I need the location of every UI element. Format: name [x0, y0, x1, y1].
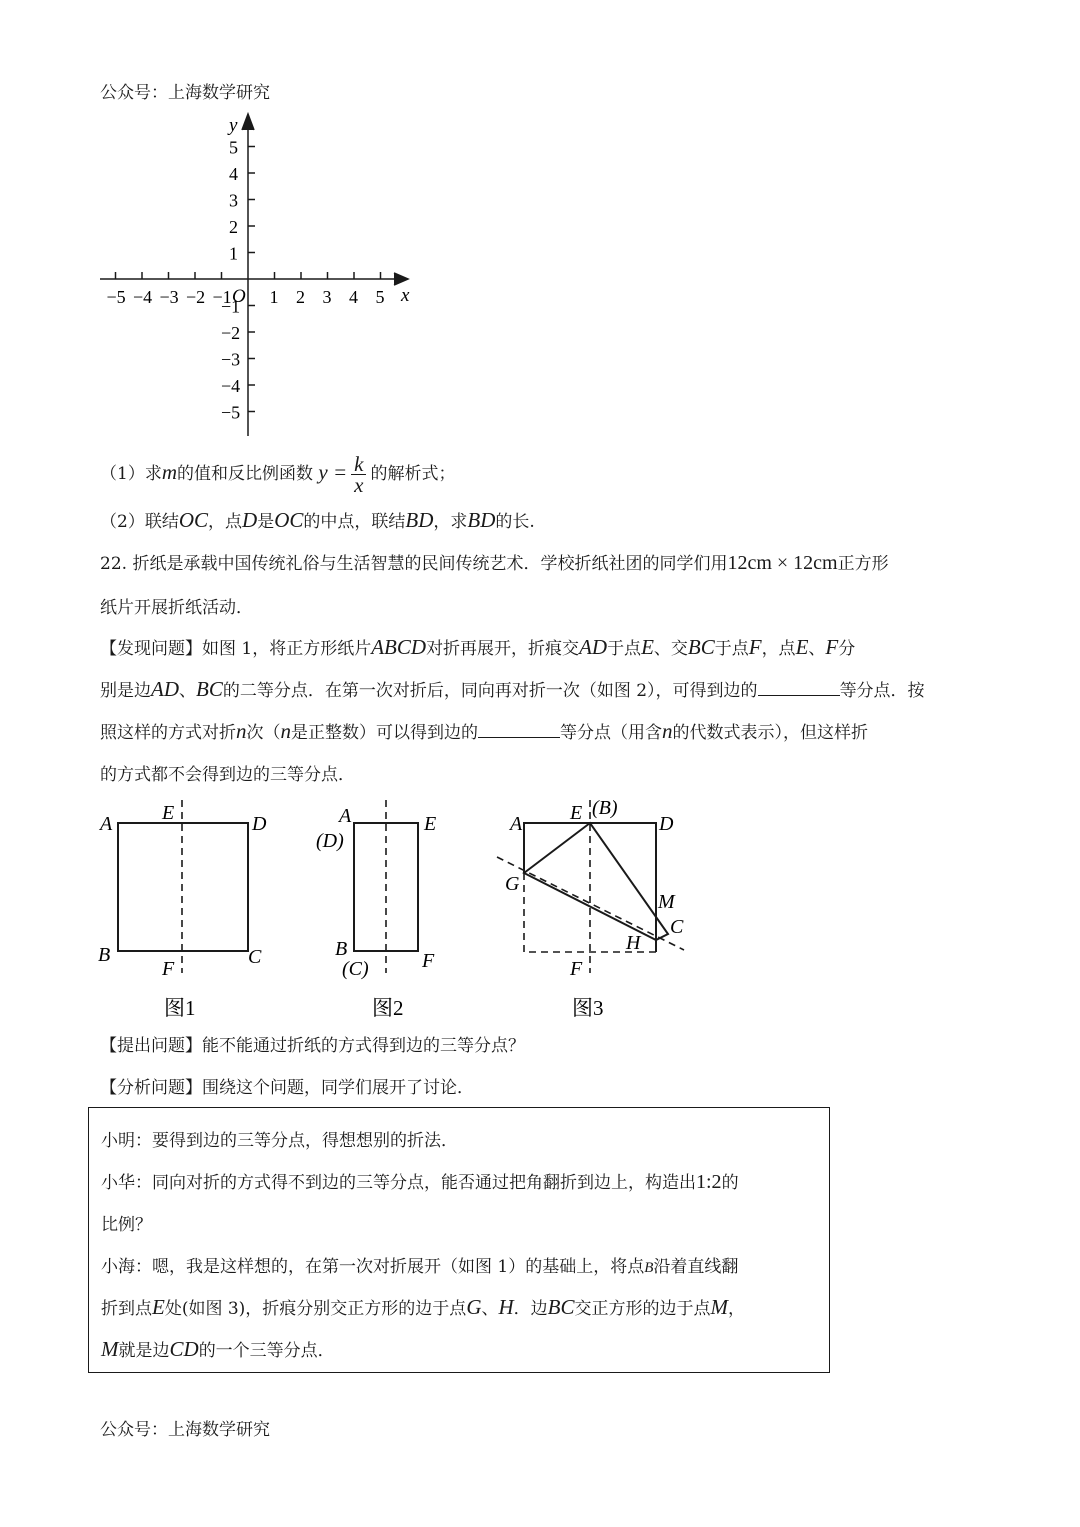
svg-text:C: C	[248, 946, 262, 968]
x-tick-label: −5	[106, 287, 126, 307]
svg-text:图2: 图2	[372, 996, 404, 1020]
x-tick-label: −4	[133, 287, 153, 307]
q22-discover-line4: 的方式都不会得到边的三等分点．	[100, 765, 355, 785]
q22-ask: 【提出问题】能不能通过折纸的方式得到边的三等分点？	[100, 1036, 525, 1056]
y-tick-label: −3	[221, 349, 241, 370]
svg-text:C: C	[670, 916, 684, 938]
x-tick-label: −1	[212, 287, 232, 307]
q22-intro-line2: 纸片开展折纸活动．	[100, 598, 253, 618]
svg-text:F: F	[570, 958, 583, 980]
figure-1	[98, 800, 267, 1020]
svg-text:D: D	[252, 813, 267, 835]
x-tick-label: 1	[269, 287, 279, 307]
y-tick-label: 4	[229, 164, 238, 184]
svg-text:F: F	[422, 950, 435, 972]
x-tick-label: 3	[322, 287, 332, 307]
svg-text:B: B	[335, 938, 348, 960]
svg-text:(D): (D)	[316, 830, 344, 852]
svg-text:E: E	[570, 802, 583, 824]
dialog-xiaohai-2: 折到点E处(如图 3)，折痕分别交正方形的边于点G、H．边BC交正方形的边于点M，	[101, 1295, 745, 1319]
svg-text:图3: 图3	[572, 996, 604, 1020]
q22-intro-line1: 22. 折纸是承载中国传统礼俗与生活智慧的民间传统艺术．学校折纸社团的同学们用12cm × 12cm正方形	[100, 552, 889, 574]
svg-text:D: D	[659, 813, 674, 835]
y-tick-label: −1	[221, 296, 241, 317]
x-tick-label: 2	[296, 287, 305, 307]
q22-discover-line3: 照这样的方式对折n次（n是正整数）可以得到边的 等分点（用含n的代数式表示），但这样折	[100, 719, 868, 743]
watermark-top: 公众号：上海数学研究	[100, 83, 270, 103]
dialog-xiaoming: 小明：要得到边的三等分点，得想想别的折法．	[101, 1131, 458, 1151]
figure-3	[497, 797, 684, 1020]
y-tick-label: 5	[229, 137, 238, 158]
q21-part1: （1）求m的值和反比例函数 y = $\frac{k}{x}$ 的解析式；	[100, 452, 456, 497]
y-tick-label: −4	[221, 376, 241, 396]
q21-part2: （2）联结OC，点D是OC的中点，联结BD，求BD的长.	[100, 508, 535, 532]
x-tick-label: 5	[375, 287, 385, 307]
dialog-xiaohai-3: M就是边CD的一个三等分点．	[101, 1337, 335, 1361]
q22-discover-line2: 别是边AD、BC的二等分点．在第一次对折后，同向再对折一次（如图 2），可得到边的 等分点．按	[100, 677, 925, 701]
var-m: m	[161, 460, 177, 484]
x-axis-arrow	[394, 273, 408, 285]
dialog-xiaohua-1: 小华：同向对折的方式得不到边的三等分点，能否通过把角翻折到边上，构造出1:2的	[101, 1171, 739, 1193]
discussion-box	[88, 1107, 830, 1373]
svg-text:(C): (C)	[342, 958, 369, 980]
answer-blank-1[interactable]	[758, 677, 840, 696]
dialog-xiaohua-2: 比例？	[101, 1215, 152, 1235]
dialog-xiaohai-1: 小海：嗯，我是这样想的，在第一次对折展开（如图 1）的基础上，将点B沿着直线翻	[101, 1257, 739, 1277]
svg-text:E: E	[424, 813, 437, 835]
y-axis-label: y	[229, 115, 238, 136]
y-axis-arrow	[242, 114, 254, 130]
y-tick-label: −5	[221, 402, 241, 423]
figure-2	[316, 800, 436, 1020]
svg-text:A: A	[100, 813, 113, 835]
fraction-k-over-x: $\frac{k}{x}$	[351, 454, 366, 495]
svg-text:F: F	[162, 958, 175, 980]
x-tick-label: −3	[159, 287, 179, 307]
coordinate-graph	[92, 108, 422, 443]
y-tick-label: 1	[229, 243, 238, 264]
y-tick-label: 2	[229, 217, 238, 237]
svg-text:(B): (B)	[592, 797, 618, 819]
y-tick-label: 3	[229, 190, 238, 211]
svg-text:M: M	[658, 891, 675, 913]
x-axis-label: x	[401, 285, 410, 306]
svg-text:G: G	[505, 873, 520, 895]
q22-analyze: 【分析问题】围绕这个问题，同学们展开了讨论．	[100, 1078, 474, 1098]
x-tick-label: 4	[349, 287, 358, 307]
svg-text:A: A	[510, 813, 523, 835]
svg-text:图1: 图1	[164, 996, 196, 1020]
y-tick-label: −2	[221, 323, 241, 343]
x-tick-label: −2	[186, 287, 206, 307]
svg-text:E: E	[162, 802, 175, 824]
folding-figures	[92, 795, 712, 1025]
svg-text:A: A	[339, 805, 352, 827]
answer-blank-2[interactable]	[478, 719, 560, 738]
q22-discover-line1: 【发现问题】如图 1，将正方形纸片ABCD对折再展开，折痕交AD于点E、交BC于点F，点E、F分	[100, 635, 856, 659]
watermark-bottom: 公众号：上海数学研究	[100, 1420, 270, 1440]
origin-label: O	[232, 286, 246, 307]
svg-text:H: H	[626, 932, 641, 954]
svg-text:B: B	[98, 944, 111, 966]
